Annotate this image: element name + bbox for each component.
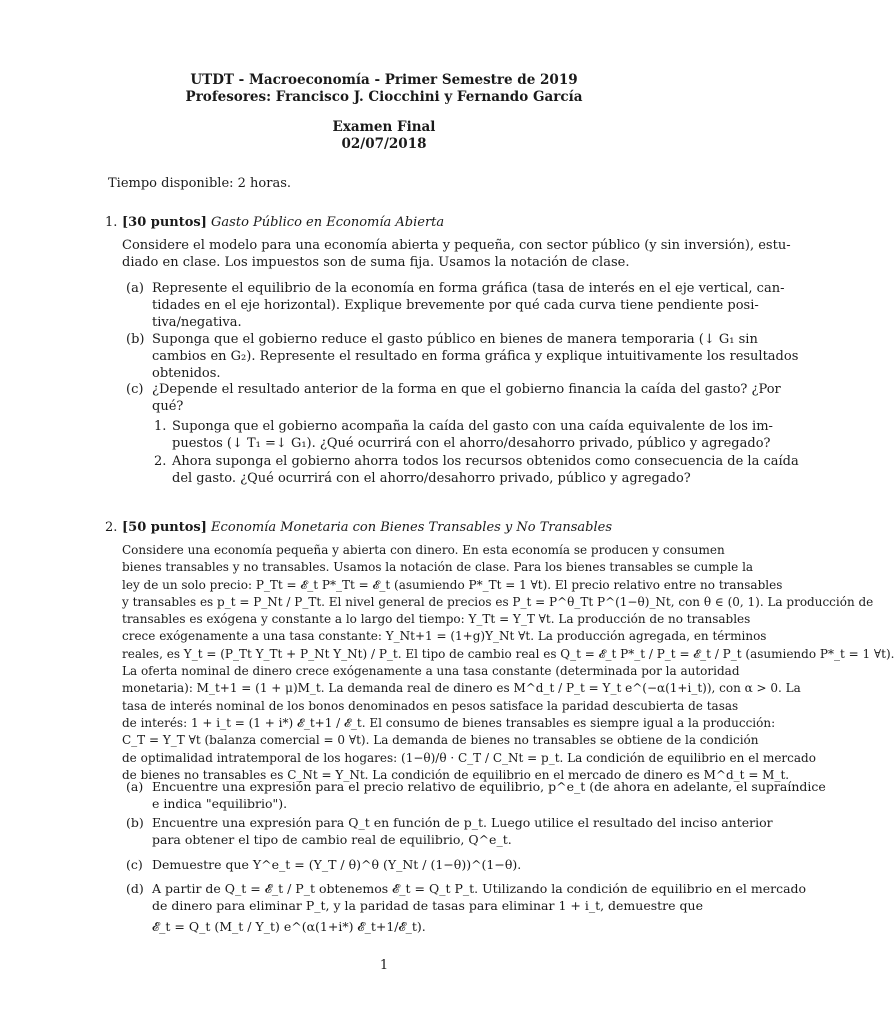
q2-item-c xyxy=(126,856,656,876)
item-line: obtenidos. xyxy=(152,366,221,382)
q1-intro-line: diado en clase. Los impuestos son de suma fija. Usamos la notación de clase. xyxy=(122,255,630,271)
item-line: Suponga que el gobierno reduce el gasto público en bienes de manera temporaria (↓ G₁ sin xyxy=(152,332,758,347)
item-line: Represente el equilibrio de la economía en forma gráfica (tasa de interés en el eje vertical, can- xyxy=(152,281,785,296)
q1-intro xyxy=(122,237,791,271)
subitem-label: 2. xyxy=(154,454,167,469)
item-label: (c) xyxy=(126,857,143,872)
q2-intro-line: transables es exógena y constante a lo largo del tiempo: Y_Tt = Y_T ∀t. La producción de no transables xyxy=(122,612,751,627)
q2-intro-line: de bienes no transables es C_Nt = Y_Nt. La condición de equilibrio en el mercado de dinero es M^d_t = M_t. xyxy=(122,767,790,782)
q2-number: 2. xyxy=(105,520,118,535)
q1-item-a xyxy=(126,280,785,332)
q1-item-b xyxy=(126,331,799,383)
course-title: UTDT - Macroeconomía - Primer Semestre de 2019 xyxy=(190,72,578,88)
q2-points: [50 puntos] xyxy=(122,520,207,535)
q2-intro-line: C_T = Y_T ∀t (balanza comercial = 0 ∀t). La demanda de bienes no transables se obtiene de la condición xyxy=(122,733,759,748)
item-line: e indica "equilibrio"). xyxy=(152,796,288,812)
q2-intro-line: y transables es p_t = P_Nt / P_Tt. El nivel general de precios es P_t = P^θ_Tt P^(1−θ)_Nt, con θ ∈ (0, 1). La producción de xyxy=(122,594,874,609)
item-label: (b) xyxy=(126,332,145,347)
q2-intro-line: tasa de interés nominal de los bonos denominados en pesos satisface la paridad descubierta de tasas xyxy=(122,698,739,713)
q2-intro-line: crece exógenamente a una tasa constante: Y_Nt+1 = (1+g)Y_Nt ∀t. La producción agregada, en términos xyxy=(122,629,767,644)
exam-date: 02/07/2018 xyxy=(341,136,427,152)
q1-points: [30 puntos] xyxy=(122,215,207,230)
item-line: Encuentre una expresión para Q_t en función de p_t. Luego utilice el resultado del inciso anterior xyxy=(152,815,773,830)
q2-intro-line: monetaria): M_t+1 = (1 + μ)M_t. La demanda real de dinero es M^d_t / P_t = Y_t e^(−α(1+i_t)), con α > 0. La xyxy=(122,681,801,696)
item-line: tiva/negativa. xyxy=(152,315,242,331)
q1-item-c xyxy=(126,381,781,417)
q2-intro-line: Considere una economía pequeña y abierta con dinero. En esta economía se producen y consumen xyxy=(122,543,725,557)
q2-intro-line: bienes transables y no transables. Usamos la notación de clase. Para los bienes transables se cumple la xyxy=(122,560,754,575)
exam-title: Examen Final xyxy=(332,119,436,135)
item-line: Demuestre que Y^e_t = (Y_T / θ)^θ (Y_Nt / (1−θ))^(1−θ). xyxy=(152,857,522,872)
q2-item-d xyxy=(126,880,807,936)
q1-intro-line: Considere el modelo para una economía abierta y pequeña, con sector público (y sin inversión), estu- xyxy=(122,238,791,253)
q1-subitem-2 xyxy=(154,453,799,489)
q2-intro-line: ley de un solo precio: P_Tt = 𝓔_t P*_Tt = 𝓔_t (asumiendo P*_Tt = 1 ∀t). El precio relativo entre no transables xyxy=(122,577,783,592)
item-line: tidades en el eje horizontal). Explique brevemente por qué cada curva tiene pendiente posi- xyxy=(152,298,759,314)
item-line: para obtener el tipo de cambio real de equilibrio, Q^e_t. xyxy=(152,832,512,848)
q2-item-a xyxy=(126,778,826,814)
q2-intro-line: de optimalidad intratemporal de los hogares: (1−θ)/θ · C_T / C_Nt = p_t. La condición de equilibrio en el mercado xyxy=(122,750,816,765)
item-label: (a) xyxy=(126,779,144,794)
q2-intro xyxy=(122,542,894,784)
item-line: qué? xyxy=(152,399,184,415)
q1-subitem-1 xyxy=(154,418,773,454)
q2-heading xyxy=(122,519,612,536)
item-label: (c) xyxy=(126,382,144,397)
item-line: ¿Depende el resultado anterior de la forma en que el gobierno financia la caída del gasto? ¿Por xyxy=(152,382,781,397)
page-number: 1 xyxy=(379,958,389,973)
q1-heading xyxy=(122,214,444,231)
item-line: Ahora suponga el gobierno ahorra todos los recursos obtenidos como consecuencia de la caída xyxy=(172,454,799,469)
q2-intro-line: reales, es Y_t = (P_Tt Y_Tt + P_Nt Y_Nt) / P_t. El tipo de cambio real es Q_t = 𝓔_t P*_t / P_t = 𝓔_t / P_t (asumiendo P*_t = 1 ∀t). xyxy=(122,646,894,661)
q2-intro-line: de interés: 1 + i_t = (1 + i*) 𝓔_t+1 / 𝓔_t. El consumo de bienes transables es siempre igual a la producción: xyxy=(122,715,776,730)
q2-title: Economía Monetaria con Bienes Transables y No Transables xyxy=(211,520,613,535)
item-line: A partir de Q_t = 𝓔_t / P_t obtenemos 𝓔_t = Q_t P_t. Utilizando la condición de equilibrio en el mercado xyxy=(152,881,807,896)
item-line: del gasto. ¿Qué ocurrirá con el ahorro/desahorro privado, público y agregado? xyxy=(172,471,691,487)
item-line: 𝓔_t = Q_t (M_t / Y_t) e^(α(1+i*) 𝓔_t+1/𝓔_t). xyxy=(152,919,426,935)
item-label: (d) xyxy=(126,881,144,896)
document-header xyxy=(0,72,768,106)
item-line: Encuentre una expresión para el precio relativo de equilibrio, p^e_t (de ahora en adelante, el supraíndice xyxy=(152,779,826,794)
q2-item-b xyxy=(126,814,773,850)
q1-title: Gasto Público en Economía Abierta xyxy=(211,215,445,230)
exam-header xyxy=(0,119,768,153)
item-line: Suponga que el gobierno acompaña la caída del gasto con una caída equivalente de los im- xyxy=(172,419,773,434)
subitem-label: 1. xyxy=(154,419,167,434)
item-line: puestos (↓ T₁ =↓ G₁). ¿Qué ocurrirá con el ahorro/desahorro privado, público y agregado? xyxy=(172,436,771,452)
item-label: (b) xyxy=(126,815,144,830)
item-line: de dinero para eliminar P_t, y la paridad de tasas para eliminar 1 + i_t, demuestre que xyxy=(152,898,703,914)
time-available: Tiempo disponible: 2 horas. xyxy=(108,176,292,191)
item-label: (a) xyxy=(126,281,144,296)
item-line: cambios en G₂). Represente el resultado en forma gráfica y explique intuitivamente los resultados xyxy=(152,349,799,365)
professors-line: Profesores: Francisco J. Ciocchini y Fernando García xyxy=(185,89,583,105)
q1-number: 1. xyxy=(105,215,118,230)
q2-intro-line: La oferta nominal de dinero crece exógenamente a una tasa constante (determinada por la autoridad xyxy=(122,664,740,679)
